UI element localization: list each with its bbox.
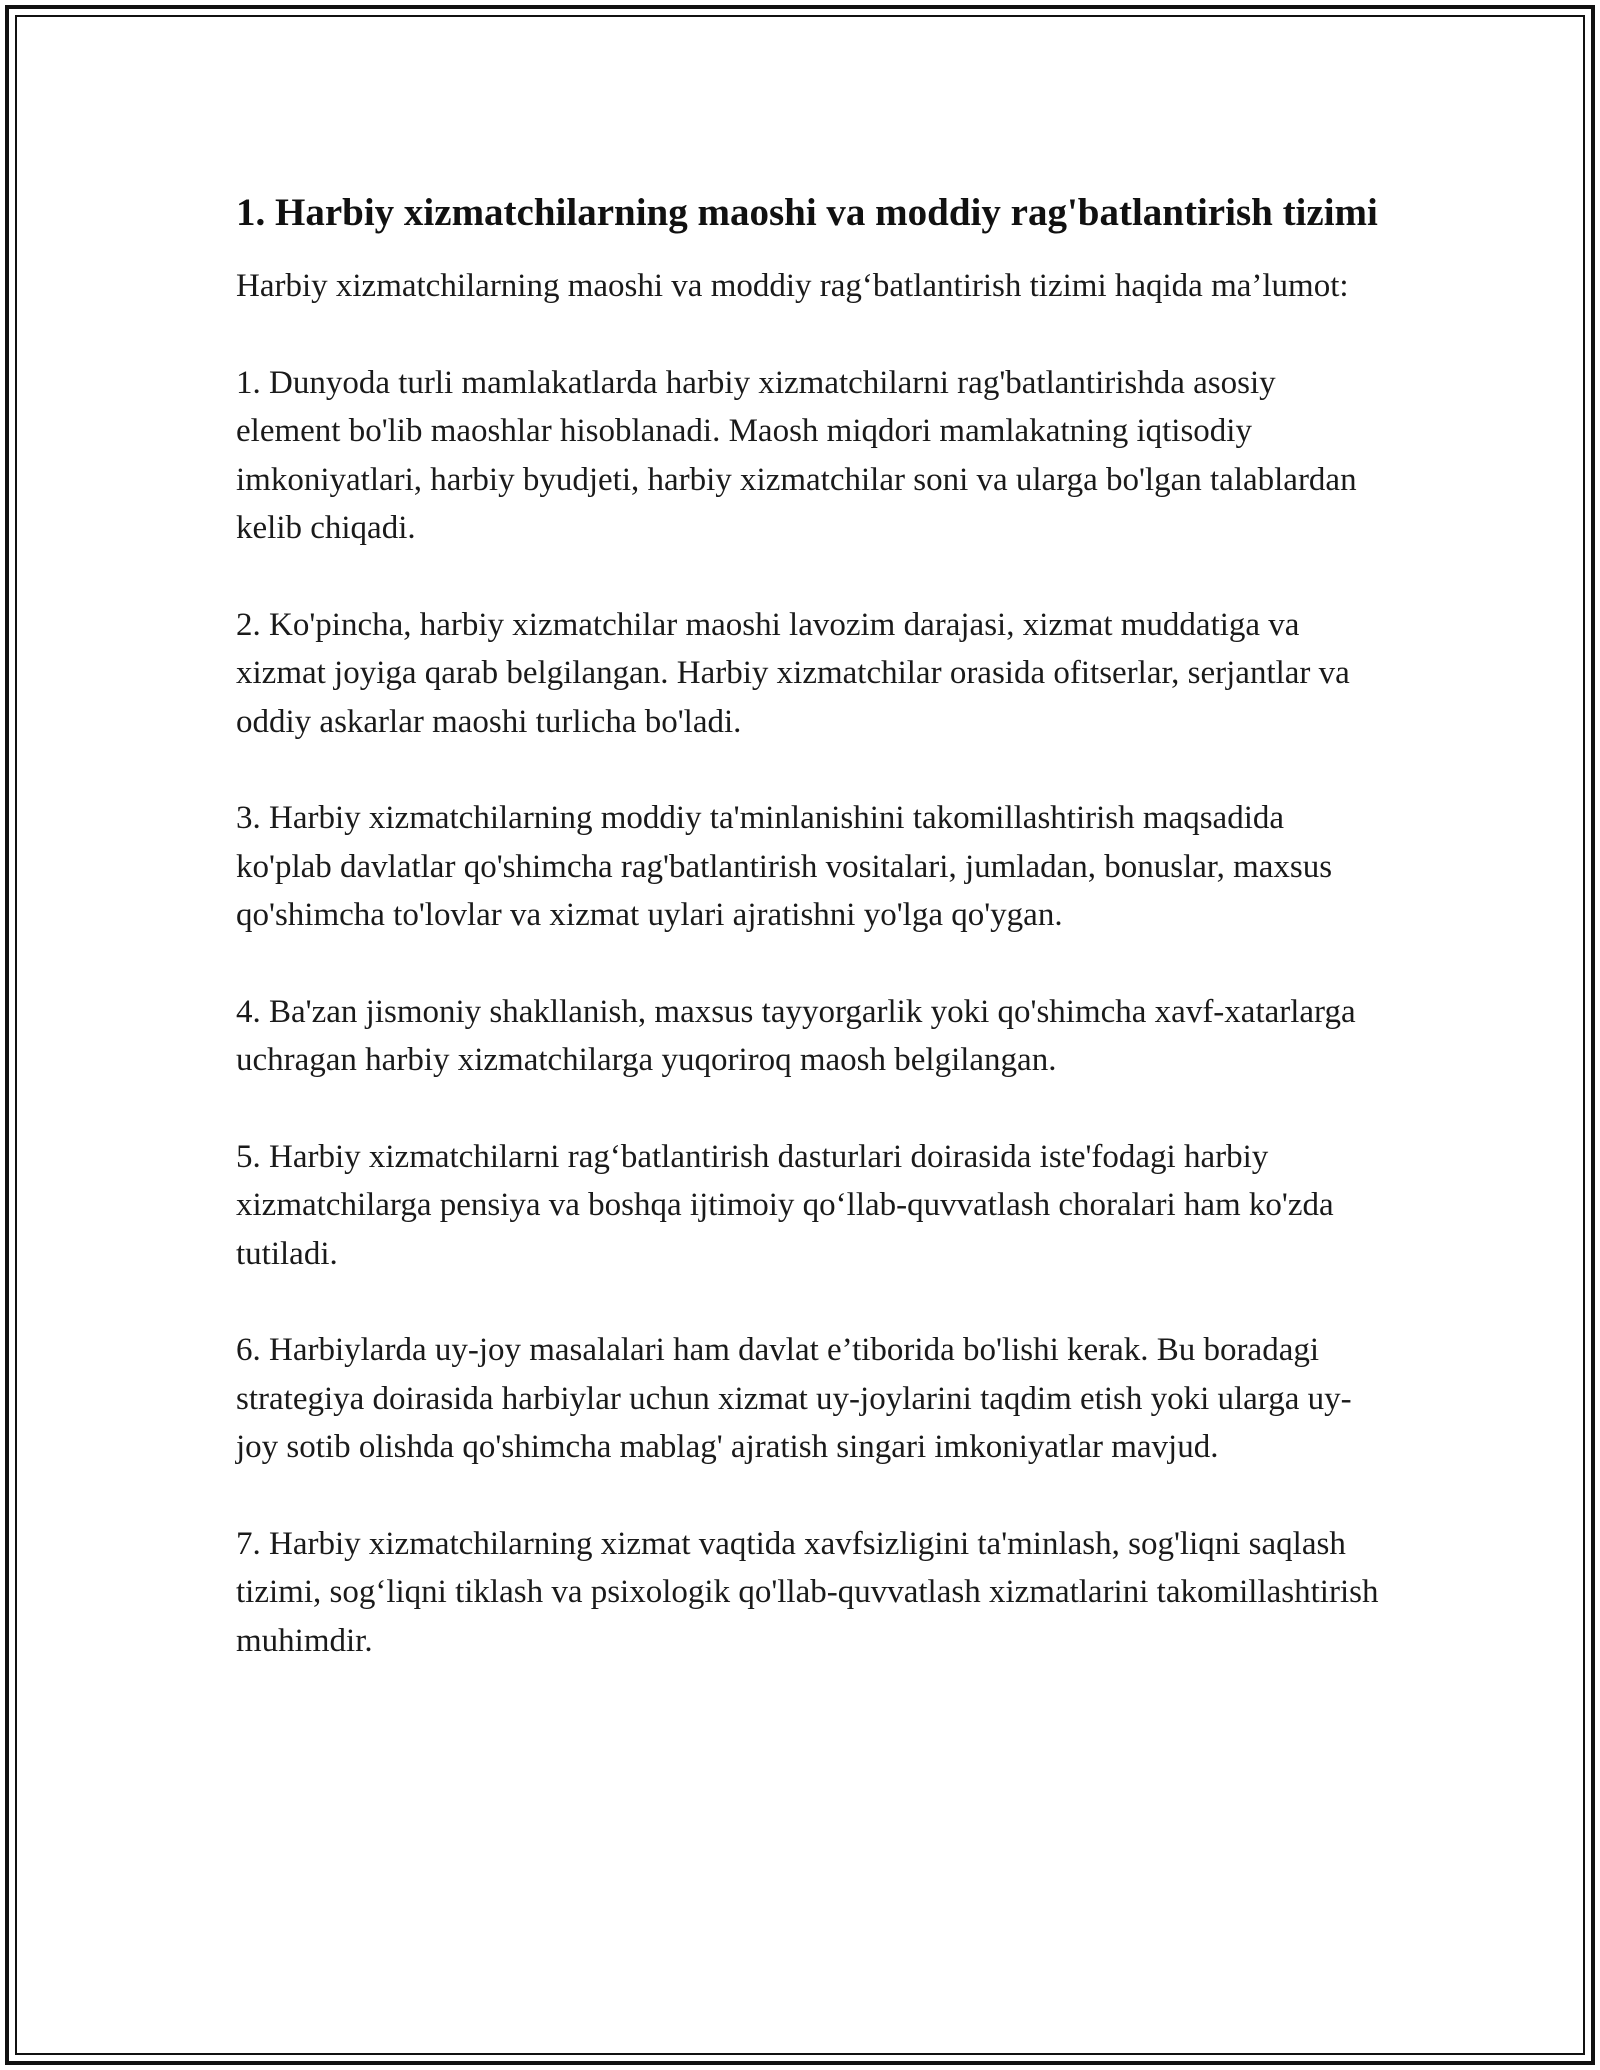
intro-paragraph: Harbiy xizmatchilarning maoshi va moddiy rag‘batlantirish tizimi haqida ma’lumot: (236, 268, 1349, 304)
document-title: 1. Harbiy xizmatchilarning maoshi va moddiy rag'batlantirish tizimi (236, 191, 1378, 234)
paragraph-6: 6. Harbiylarda uy-joy masalalari ham davlat e’tiborida bo'lishi kerak. Bu boradagi strategiya doirasida harbiylar uchun xizmat uy-joylarini taqdim etish yoki ularga uy-joy sotib olishda qo'shimcha mablag' ajratish singari imkoniyatlar mavjud. (236, 1332, 1352, 1465)
paragraph-1: 1. Dunyoda turli mamlakatlarda harbiy xizmatchilarni rag'batlantirishda asosiy element bo'lib maoshlar hisoblanadi. Maosh miqdori mamlakatning iqtisodiy imkoniyatlari, harbiy byudjeti, harbiy xizmatchilar soni va ularga bo'lgan talablardan kelib chiqadi. (236, 364, 1357, 546)
paragraph-7: 7. Harbiy xizmatchilarning xizmat vaqtida xavfsizligini ta'minlash, sog'liqni saqlash tizimi, sog‘liqni tiklash va psixologik qo'llab-quvvatlash xizmatlarini takomillashtirish muhimdir. (236, 1525, 1379, 1659)
paragraph-2: 2. Ko'pincha, harbiy xizmatchilar maoshi lavozim darajasi, xizmat muddatiga va xizmat joyiga qarab belgilangan. Harbiy xizmatchilar orasida ofitserlar, serjantlar va oddiy askarlar maoshi turlicha bo'ladi. (236, 606, 1350, 740)
paragraph-4: 4. Ba'zan jismoniy shakllanish, maxsus tayyorgarlik yoki qo'shimcha xavf-xatarlarga uchragan harbiy xizmatchilarga yuqoriroq maosh belgilangan. (236, 993, 1356, 1078)
document-body (236, 185, 1386, 1665)
paragraph-5: 5. Harbiy xizmatchilarni rag‘batlantirish dasturlari doirasida iste'fodagi harbiy xizmatchilarga pensiya va boshqa ijtimoiy qo‘llab-quvvatlash choralari ham ko'zda tutiladi. (236, 1138, 1334, 1272)
paragraph-3: 3. Harbiy xizmatchilarning moddiy ta'minlanishini takomillashtirish maqsadida ko'plab davlatlar qo'shimcha rag'batlantirish vositalari, jumladan, bonuslar, maxsus qo'shimcha to'lovlar va xizmat uylari ajratishni yo'lga qo'ygan. (236, 800, 1333, 933)
